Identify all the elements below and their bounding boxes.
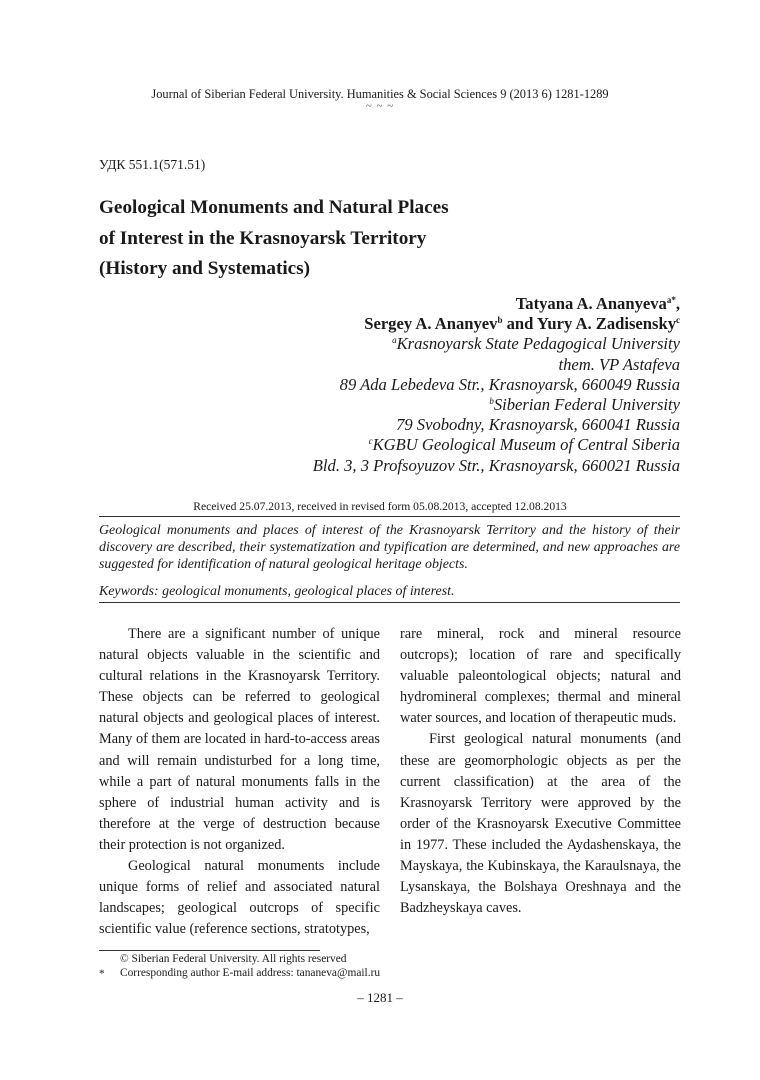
udk-code: УДК 551.1(571.51) (99, 157, 206, 172)
affiliation-superscript: a (392, 335, 397, 346)
header-ornament: ~ ~ ~ (365, 100, 395, 112)
author-line-2 (120, 314, 680, 334)
affiliation-a (120, 334, 680, 395)
author-block (120, 294, 680, 476)
body-paragraph: First geological natural monuments (and these are geomorphologic objects as per the current classification) at the area of the Krasnoyarsk Territory were approved by the order of the Krasnoyarsk Executive Committee in 1977. These included the Aydashenskaya, the Mayskaya, the Kubinskaya, the Karaulsnaya, the Lysanskaya, the Bolshaya Oreshnaya and the Badzheyskaya caves. (400, 731, 681, 917)
affiliation-superscript: b (489, 396, 494, 407)
footnote-copyright (99, 952, 499, 966)
affiliation-c (120, 435, 680, 475)
affiliation-line: Krasnoyarsk State Pedagogical University (396, 334, 680, 354)
body-column-right (400, 624, 681, 919)
author-superscript: c (676, 315, 680, 326)
affiliation-line: 89 Ada Lebedeva Str., Krasnoyarsk, 660049 Russia (339, 374, 680, 394)
affiliation-line: them. VP Astafeva (558, 354, 680, 374)
author-line-1 (120, 294, 680, 314)
affiliation-line: 79 Svobodny, Krasnoyarsk, 660041 Russia (396, 415, 680, 435)
page-number: – 1281 – (357, 990, 403, 1005)
footnote-corresponding-author (99, 966, 499, 980)
title-line: (History and Systematics) (99, 258, 311, 279)
affiliation-line: Siberian Federal University (493, 395, 680, 415)
keywords: Keywords: geological monuments, geological places of interest. (99, 584, 455, 599)
abstract-bottom-rule (99, 602, 680, 603)
running-head: Journal of Siberian Federal University. Humanities & Social Sciences 9 (2013 6) 1281-1289 (151, 87, 609, 101)
affiliation-line: Bld. 3, 3 Profsoyuzov Str., Krasnoyarsk, 660021 Russia (312, 455, 680, 475)
author-name: Yury A. Zadisensky (536, 314, 676, 334)
affiliation-line: KGBU Geological Museum of Central Siberia (372, 435, 680, 455)
title-line: Geological Monuments and Natural Places (99, 197, 449, 218)
body-paragraph: rare mineral, rock and mineral resource outcrops); location of rare and specifically valuable paleontological objects; natural and hydromineral complexes; thermal and mineral water sources, and location of therapeutic muds. (400, 626, 681, 727)
received-dates: Received 25.07.2013, received in revised form 05.08.2013, accepted 12.08.2013 (193, 500, 567, 513)
footnote-mark: * (99, 968, 105, 980)
title-line: of Interest in the Krasnoyarsk Territory (99, 227, 427, 249)
abstract-top-rule (99, 516, 680, 517)
author-superscript: a* (666, 295, 676, 305)
author-separator: , (675, 294, 680, 313)
body-paragraph: Geological natural monuments include unique forms of relief and associated natural landscapes; geological outcrops of specific scientific value (reference sections, stratotypes, (99, 858, 380, 938)
author-name: Tatyana A. Ananyeva (515, 294, 667, 313)
footnotes (99, 952, 499, 980)
body-column-left (99, 624, 380, 940)
body-paragraph: There are a significant number of unique natural objects valuable in the scientific and cultural relations in the Krasnoyarsk Territory. These objects can be referred to geological natural objects and geological places of interest. Many of them are located in hard-to-access areas and will remain undisturbed for a long time, while a part of natural monuments falls in the sphere of industrial human activity and is therefore at the verge of destruction because their protection is not organized. (99, 626, 380, 853)
affiliation-b (120, 395, 680, 435)
abstract: Geological monuments and places of interest of the Krasnoyarsk Territory and the history of their discovery are described, their systematization and typification are determined, and new approaches are suggested for identification of natural geological heritage objects. (99, 523, 680, 572)
author-superscript: b (497, 315, 503, 326)
author-name: Sergey A. Ananyev (364, 314, 498, 334)
author-joiner: and (502, 314, 537, 334)
footnote-rule (99, 950, 320, 951)
footnote-text: © Siberian Federal University. All rights reserved (120, 953, 347, 965)
article-title (99, 193, 659, 285)
affiliation-superscript: c (368, 436, 373, 447)
footnote-text: Corresponding author E-mail address: tananeva@mail.ru (120, 967, 381, 979)
